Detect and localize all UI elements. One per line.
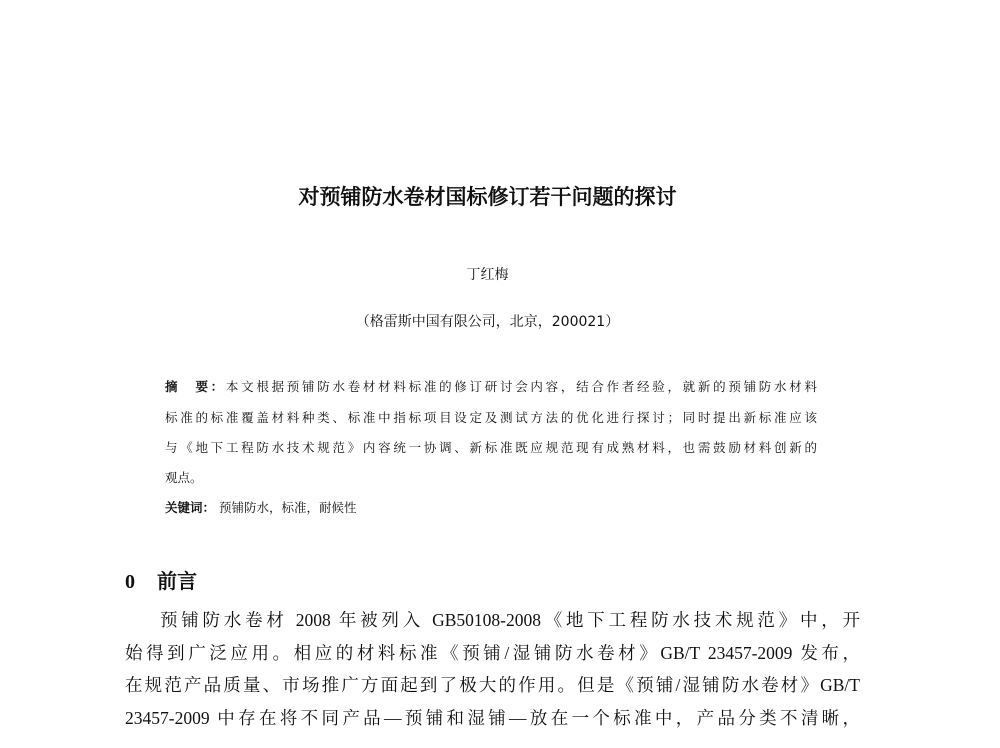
abstract-line: 摘 要：本文根据预铺防水卷材材料标准的修订研讨会内容，结合作者经验，就新的预铺防水材料 xyxy=(165,379,817,394)
abstract-line: 观点。 xyxy=(165,470,203,485)
paper-title: 对预铺防水卷材国标修订若干问题的探讨 xyxy=(298,185,677,209)
keywords xyxy=(165,498,817,516)
affiliation: （格雷斯中国有限公司，北京，200021） xyxy=(355,314,620,330)
abstract-label: 摘 要： xyxy=(165,379,226,394)
keywords-value: 预铺防水，标准，耐候性 xyxy=(219,500,357,515)
body-line: 始得到广泛应用。相应的材料标准《预铺/湿铺防水卷材》GB/T 23457-2009 发布， xyxy=(125,643,860,663)
section-heading xyxy=(125,565,197,594)
body-line: 预铺防水卷材 2008 年被列入 GB50108-2008《地下工程防水技术规范》中，开 xyxy=(160,610,860,630)
body-line: 23457-2009 中存在将不同产品—预铺和湿铺—放在一个标准中，产品分类不清晰， xyxy=(125,708,860,728)
body-line: 在规范产品质量、市场推广方面起到了极大的作用。但是《预铺/湿铺防水卷材》GB/T xyxy=(125,675,860,695)
author: 丁红梅 xyxy=(466,267,509,283)
abstract-line: 与《地下工程防水技术规范》内容统一协调、新标准既应规范现有成熟材料，也需鼓励材料创新的 xyxy=(165,440,817,455)
abstract-line: 标准的标准覆盖材料种类、标准中指标项目设定及测试方法的优化进行探讨；同时提出新标准应该 xyxy=(165,410,817,425)
section-title: 前言 xyxy=(157,571,197,593)
keywords-label: 关键词： xyxy=(165,500,216,515)
section-number: 0 xyxy=(125,571,135,593)
